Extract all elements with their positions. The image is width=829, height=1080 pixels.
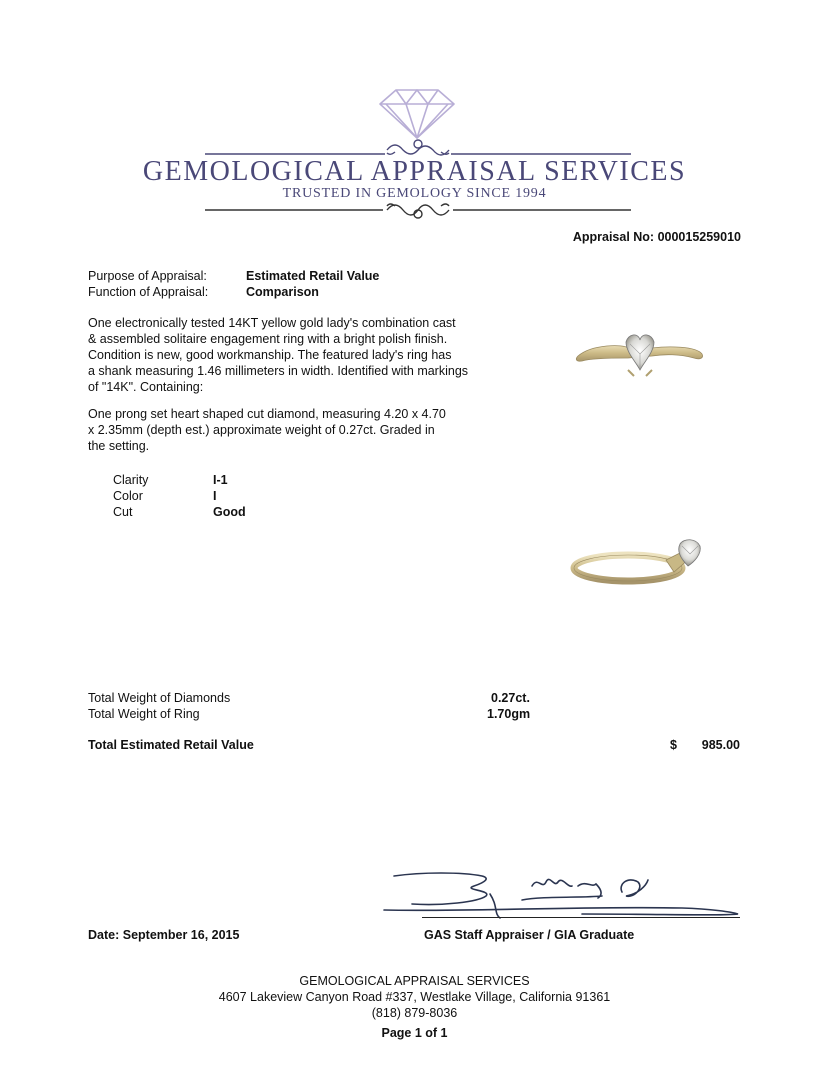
footer-phone: (818) 879-8036: [371, 1006, 458, 1020]
description-line: a shank measuring 1.46 millimeters in width. Identified with markings: [88, 364, 469, 378]
page-number: Page 1 of 1: [381, 1026, 448, 1040]
purpose-value: Estimated Retail Value: [246, 269, 380, 283]
diamond-description: [88, 406, 508, 454]
total-diamond-weight-value: 0.27ct.: [491, 691, 530, 705]
retail-value: 985.00: [701, 738, 740, 752]
total-diamond-weight-label: Total Weight of Diamonds: [88, 691, 231, 705]
top-ornament: [205, 138, 631, 156]
function-value: Comparison: [246, 285, 319, 299]
description-line: & assembled solitaire engagement ring with a bright polish finish.: [88, 332, 448, 346]
appraisal-date: Date: September 16, 2015: [88, 928, 240, 942]
description-line: the setting.: [88, 439, 150, 453]
signature-line: [422, 917, 740, 918]
retail-currency-symbol: $: [670, 738, 677, 752]
footer-address: 4607 Lakeview Canyon Road #337, Westlake Village, California 91361: [218, 990, 611, 1004]
function-label: Function of Appraisal:: [88, 285, 209, 299]
total-ring-weight-label: Total Weight of Ring: [88, 707, 200, 721]
company-tagline: TRUSTED IN GEMOLOGY SINCE 1994: [282, 186, 547, 201]
company-name: GEMOLOGICAL APPRAISAL SERVICES: [142, 156, 687, 187]
diamond-logo-icon: [378, 88, 456, 140]
description-line: Condition is new, good workmanship. The featured lady's ring has: [88, 348, 452, 362]
purpose-label: Purpose of Appraisal:: [88, 269, 207, 283]
grade-label-color: Color: [113, 489, 143, 503]
total-retail-value-label: Total Estimated Retail Value: [88, 738, 254, 752]
grade-value-clarity: I-1: [213, 473, 228, 487]
grade-label-clarity: Clarity: [113, 473, 149, 487]
grade-label-cut: Cut: [113, 505, 133, 519]
description-line: One electronically tested 14KT yellow gold lady's combination cast: [88, 316, 456, 330]
ring-photo-top: [572, 328, 708, 388]
total-ring-weight-value: 1.70gm: [487, 707, 531, 721]
appraiser-signature: [382, 866, 742, 922]
item-description: [88, 315, 508, 395]
appraisal-number: Appraisal No: 000015259010: [572, 230, 741, 244]
description-line: of "14K". Containing:: [88, 380, 204, 394]
bottom-ornament: [205, 200, 631, 222]
grade-value-color: I: [213, 489, 217, 503]
description-line: One prong set heart shaped cut diamond, measuring 4.20 x 4.70: [88, 407, 446, 421]
ring-photo-side: [570, 530, 712, 590]
description-line: x 2.35mm (depth est.) approximate weight of 0.27ct. Graded in: [88, 423, 435, 437]
grade-value-cut: Good: [213, 505, 246, 519]
signature-caption: GAS Staff Appraiser / GIA Graduate: [424, 928, 635, 942]
footer-company: GEMOLOGICAL APPRAISAL SERVICES: [299, 974, 530, 988]
